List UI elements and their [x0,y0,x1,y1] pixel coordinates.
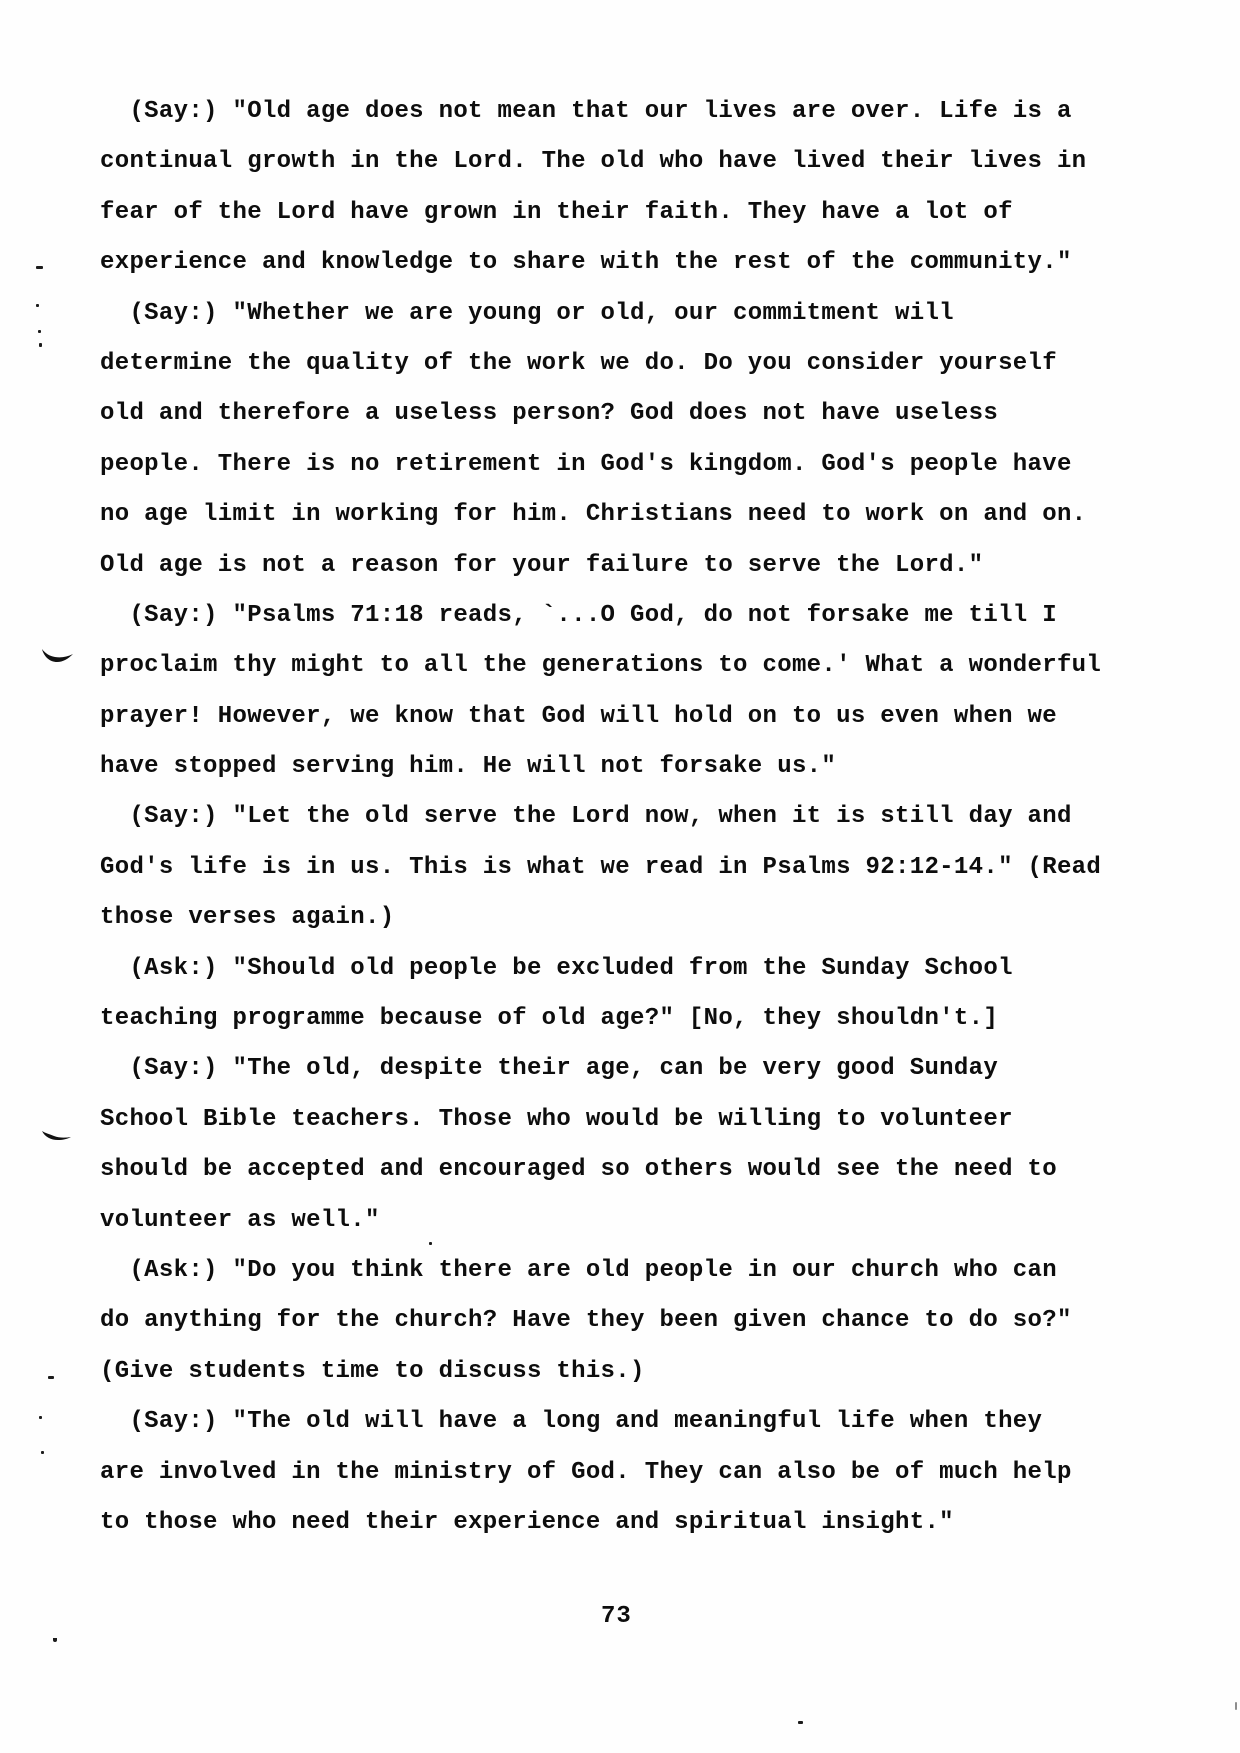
text-line: School Bible teachers. Those who would be willing to volunteer [100,1105,1013,1133]
scan-speck [798,1721,803,1724]
text-line: (Say:) "The old will have a long and meaningful life when they [100,1408,1043,1436]
scan-speck [41,1451,44,1454]
text-line: (Say:) "Let the old serve the Lord now, when it is still day and [100,803,1072,831]
scan-speck [53,1638,57,1642]
scan-speck [36,304,39,307]
text-line: (Say:) "Whether we are young or old, our commitment will [100,299,954,327]
text-line: old and therefore a useless person? God does not have useless [100,400,999,428]
scan-speck [1235,1702,1237,1710]
text-line: no age limit in working for him. Christians need to work on and on. [100,501,1087,529]
text-line: have stopped serving him. He will not forsake us." [100,753,837,781]
text-line: (Say:) "Psalms 71:18 reads, `...O God, do not forsake me till I [100,601,1057,629]
text-line: fear of the Lord have grown in their faith. They have a lot of [100,198,1013,226]
text-line: (Ask:) "Should old people be excluded from the Sunday School [100,954,1013,982]
text-line: experience and knowledge to share with the rest of the community." [100,249,1072,277]
text-line: God's life is in us. This is what we read in Psalms 92:12-14." (Read [100,853,1102,881]
text-line: (Say:) "Old age does not mean that our lives are over. Life is a [100,98,1072,125]
scan-speck [38,330,41,333]
text-line: teaching programme because of old age?" [No, they shouldn't.] [100,1005,999,1033]
scan-speck [39,1416,42,1419]
scan-speck [36,266,43,269]
text-line: (Say:) "The old, despite their age, can be very good Sunday [100,1055,999,1083]
text-line: do anything for the church? Have they been given chance to do so?" [100,1307,1072,1335]
text-line: (Give students time to discuss this.) [100,1357,645,1385]
scan-speck [48,1376,54,1379]
text-line: should be accepted and encouraged so others would see the need to [100,1156,1057,1184]
text-line: are involved in the ministry of God. They can also be of much help [100,1458,1072,1486]
text-line: (Ask:) "Do you think there are old people in our church who can [100,1256,1057,1284]
page-number: 73 [601,1603,632,1630]
text-line: prayer! However, we know that God will hold on to us even when we [100,702,1057,730]
scan-speck [429,1242,432,1245]
text-line: determine the quality of the work we do. Do you consider yourself [100,349,1057,377]
text-line: to those who need their experience and spiritual insight." [100,1508,954,1536]
text-line: continual growth in the Lord. The old who have lived their lives in [100,148,1087,176]
text-line: volunteer as well." [100,1206,380,1234]
text-line: people. There is no retirement in God's kingdom. God's people have [100,450,1072,478]
text-line: Old age is not a reason for your failure to serve the Lord." [100,551,984,579]
body-text [100,87,1140,1548]
margin-pen-mark [40,644,76,668]
scan-speck [39,343,42,347]
margin-pen-mark [41,1127,73,1147]
text-line: proclaim thy might to all the generations to come.' What a wonderful [100,652,1102,680]
text-line: those verses again.) [100,904,395,932]
